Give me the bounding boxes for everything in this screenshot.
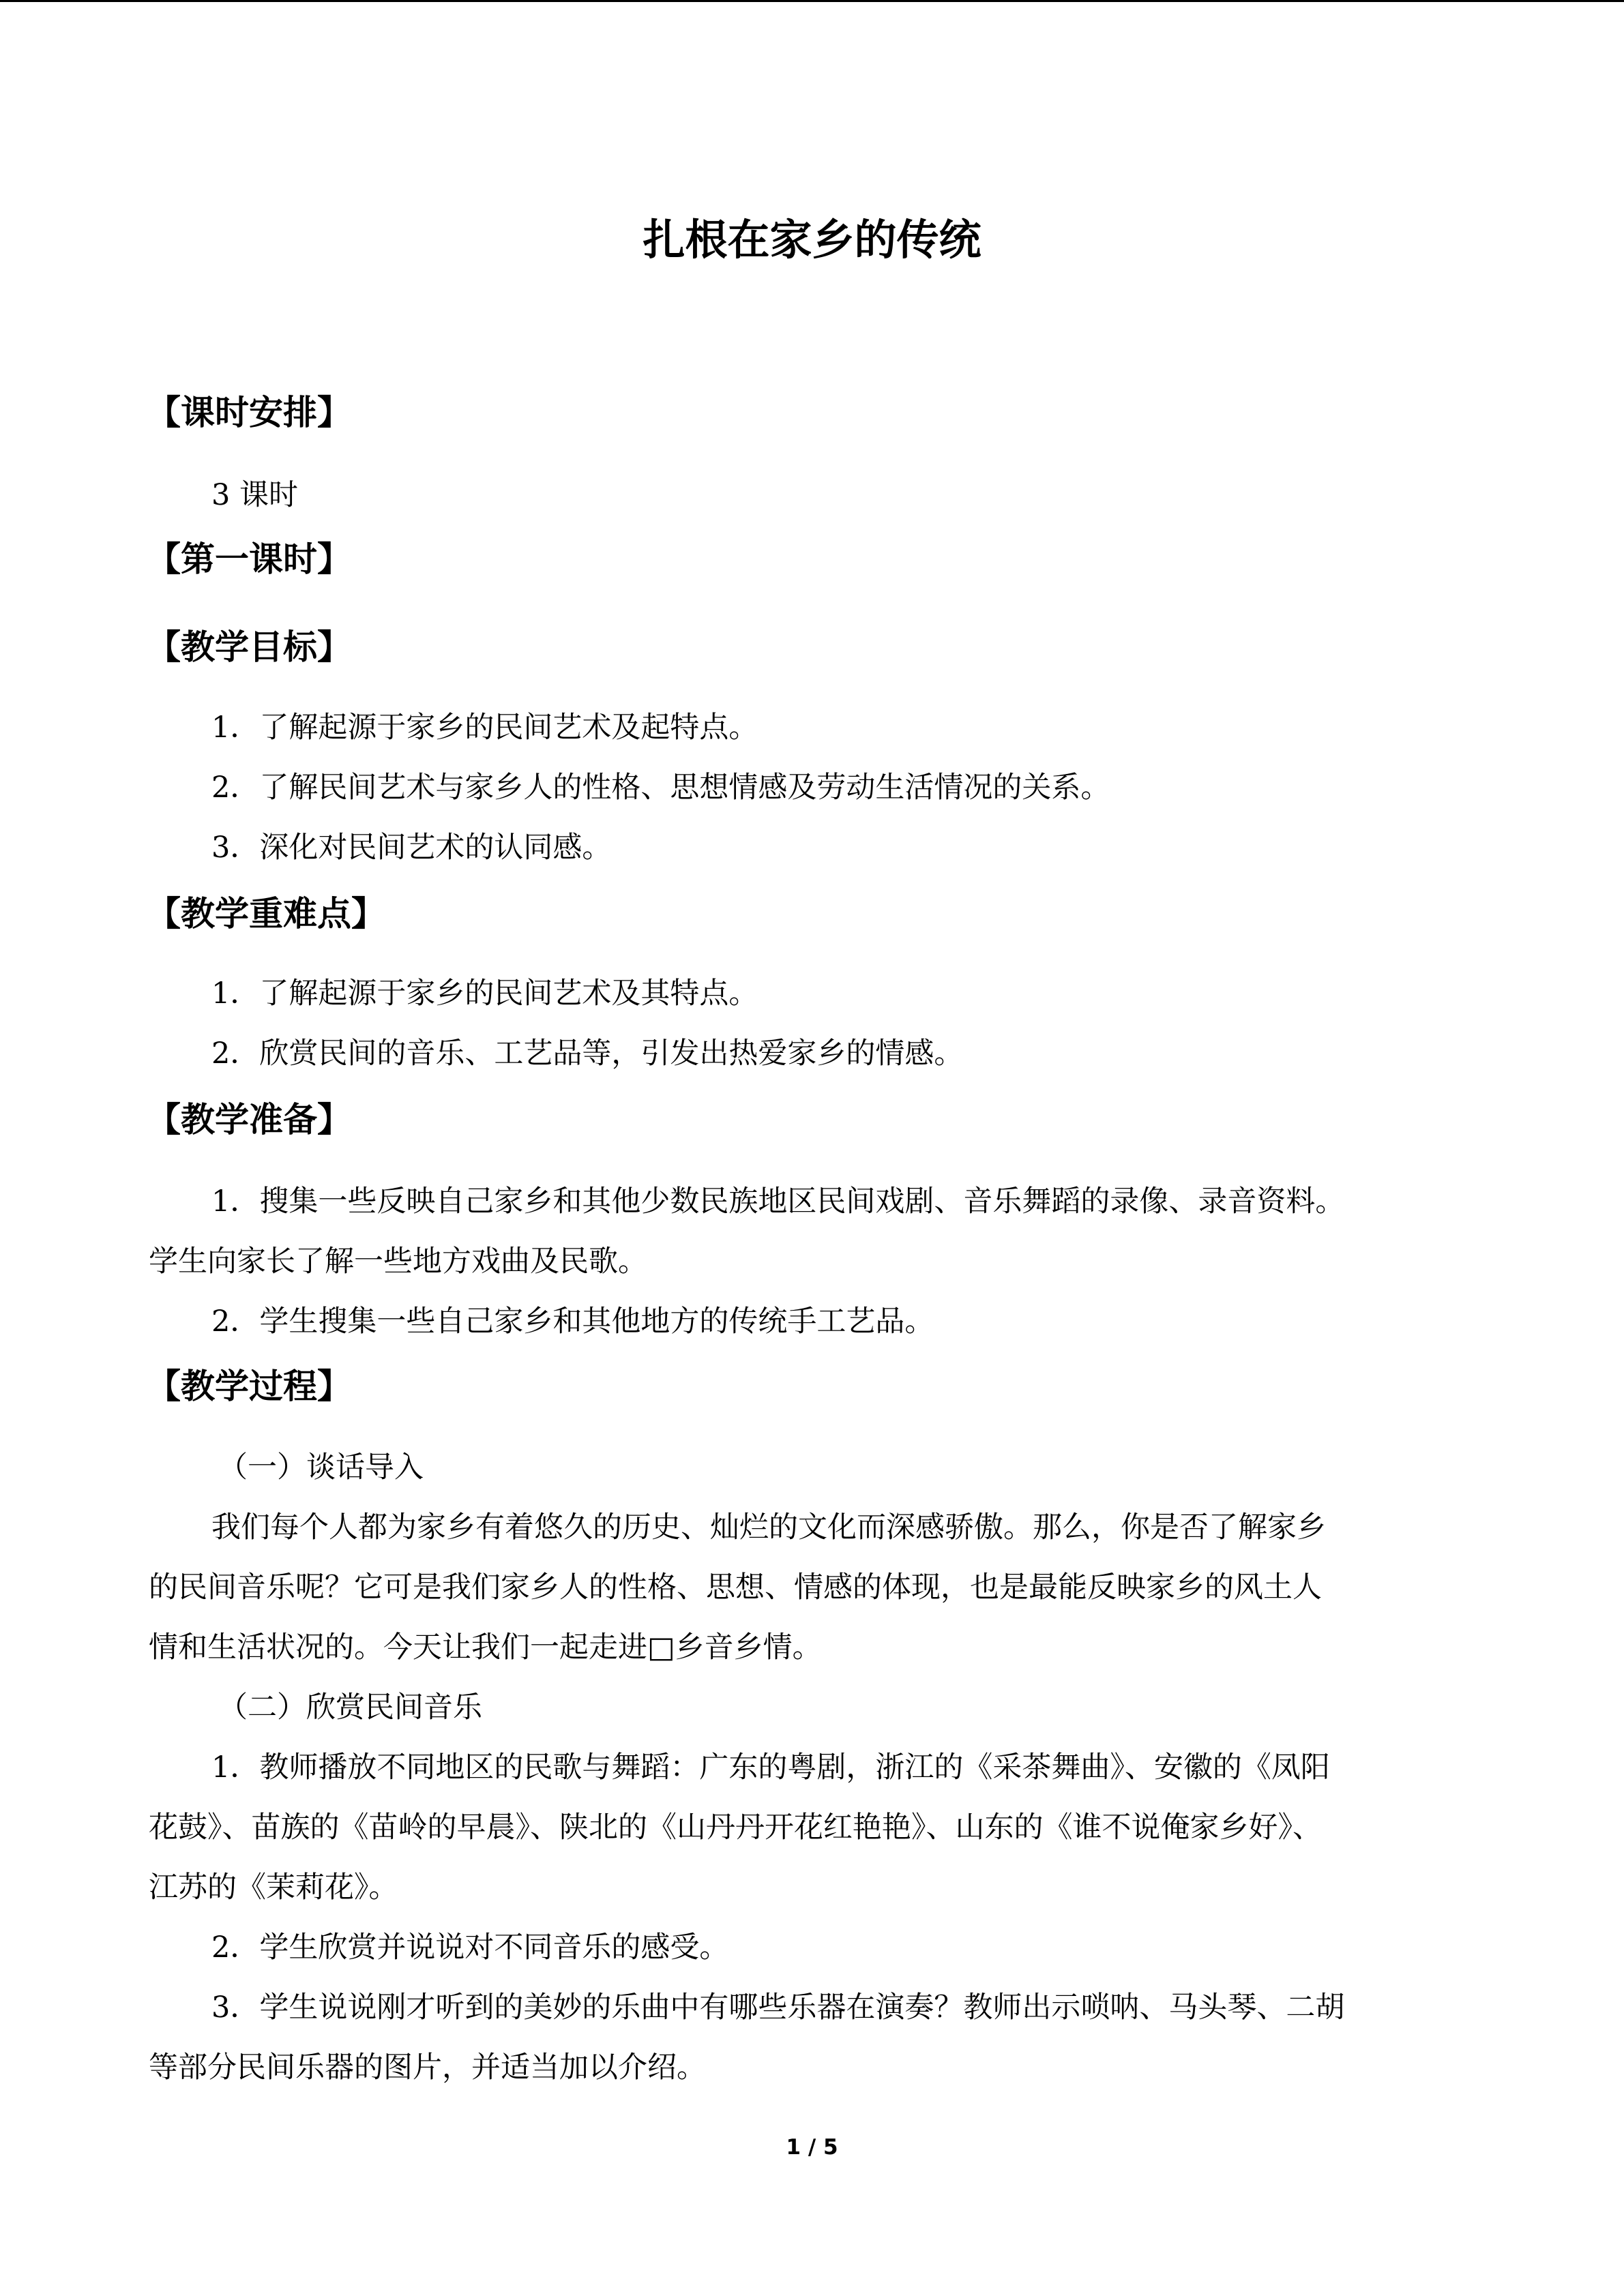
objective-item-1: 1．了解起源于家乡的民间艺术及起特点。	[211, 711, 758, 745]
key-point-item-2: 2．欣赏民间的音乐、工艺品等，引发出热爱家乡的情感。	[211, 1037, 964, 1071]
preparation-item-1-line-2: 学生向家长了解一些地方戏曲及民歌。	[149, 1244, 647, 1279]
page-indicator: 1 / 5	[786, 2135, 838, 2160]
process-part-1-line-2: 的民间音乐呢？它可是我们家乡人的性格、思想、情感的体现，也是最能反映家乡的风土人	[149, 1570, 1322, 1605]
objective-item-3: 3．深化对民间艺术的认同感。	[211, 831, 612, 865]
preparation-item-2: 2．学生搜集一些自己家乡和其他地方的传统手工艺品。	[211, 1304, 934, 1339]
process-part-2-item-2: 2．学生欣赏并说说对不同音乐的感受。	[211, 1930, 729, 1965]
heading-schedule: 【课时安排】	[147, 393, 351, 432]
heading-preparation: 【教学准备】	[147, 1100, 351, 1139]
key-point-item-1: 1．了解起源于家乡的民间艺术及其特点。	[211, 976, 758, 1011]
process-part-2-item-3-line-2: 等部分民间乐器的图片，并适当加以介绍。	[149, 2051, 706, 2085]
process-part-1-title: （一）谈话导入	[218, 1450, 424, 1485]
process-part-2-item-1-line-1: 1．教师播放不同地区的民歌与舞蹈：广东的粤剧，浙江的《采茶舞曲》、安徽的《凤阳	[211, 1750, 1330, 1785]
heading-objectives: 【教学目标】	[147, 627, 351, 667]
page-top-border	[0, 0, 1624, 2]
process-part-2-item-1-line-2: 花鼓》、苗族的《苗岭的早晨》、陕北的《山丹丹开花红艳艳》、山东的《谁不说俺家乡好》、	[149, 1810, 1322, 1845]
document-title: 扎根在家乡的传统	[643, 215, 981, 265]
schedule-text: 3 课时	[211, 478, 299, 512]
process-part-1-line-1: 我们每个人都为家乡有着悠久的历史、灿烂的文化而深感骄傲。那么，你是否了解家乡	[211, 1510, 1326, 1545]
process-part-2-title: （二）欣赏民间音乐	[218, 1690, 482, 1725]
process-part-2-item-3-line-1: 3．学生说说刚才听到的美妙的乐曲中有哪些乐器在演奏？教师出示唢呐、马头琴、二胡	[211, 1991, 1345, 2025]
objective-item-2: 2．了解民间艺术与家乡人的性格、思想情感及劳动生活情况的关系。	[211, 771, 1110, 805]
preparation-item-1-line-1: 1．搜集一些反映自己家乡和其他少数民族地区民间戏剧、音乐舞蹈的录像、录音资料。	[211, 1184, 1345, 1219]
heading-first-lesson: 【第一课时】	[147, 539, 351, 579]
process-part-1-line-3: 情和生活状况的。今天让我们一起走进□乡音乡情。	[149, 1630, 822, 1665]
process-part-2-item-1-line-3: 江苏的《茉莉花》。	[149, 1870, 398, 1905]
heading-key-points: 【教学重难点】	[147, 894, 385, 934]
heading-process: 【教学过程】	[147, 1367, 351, 1406]
